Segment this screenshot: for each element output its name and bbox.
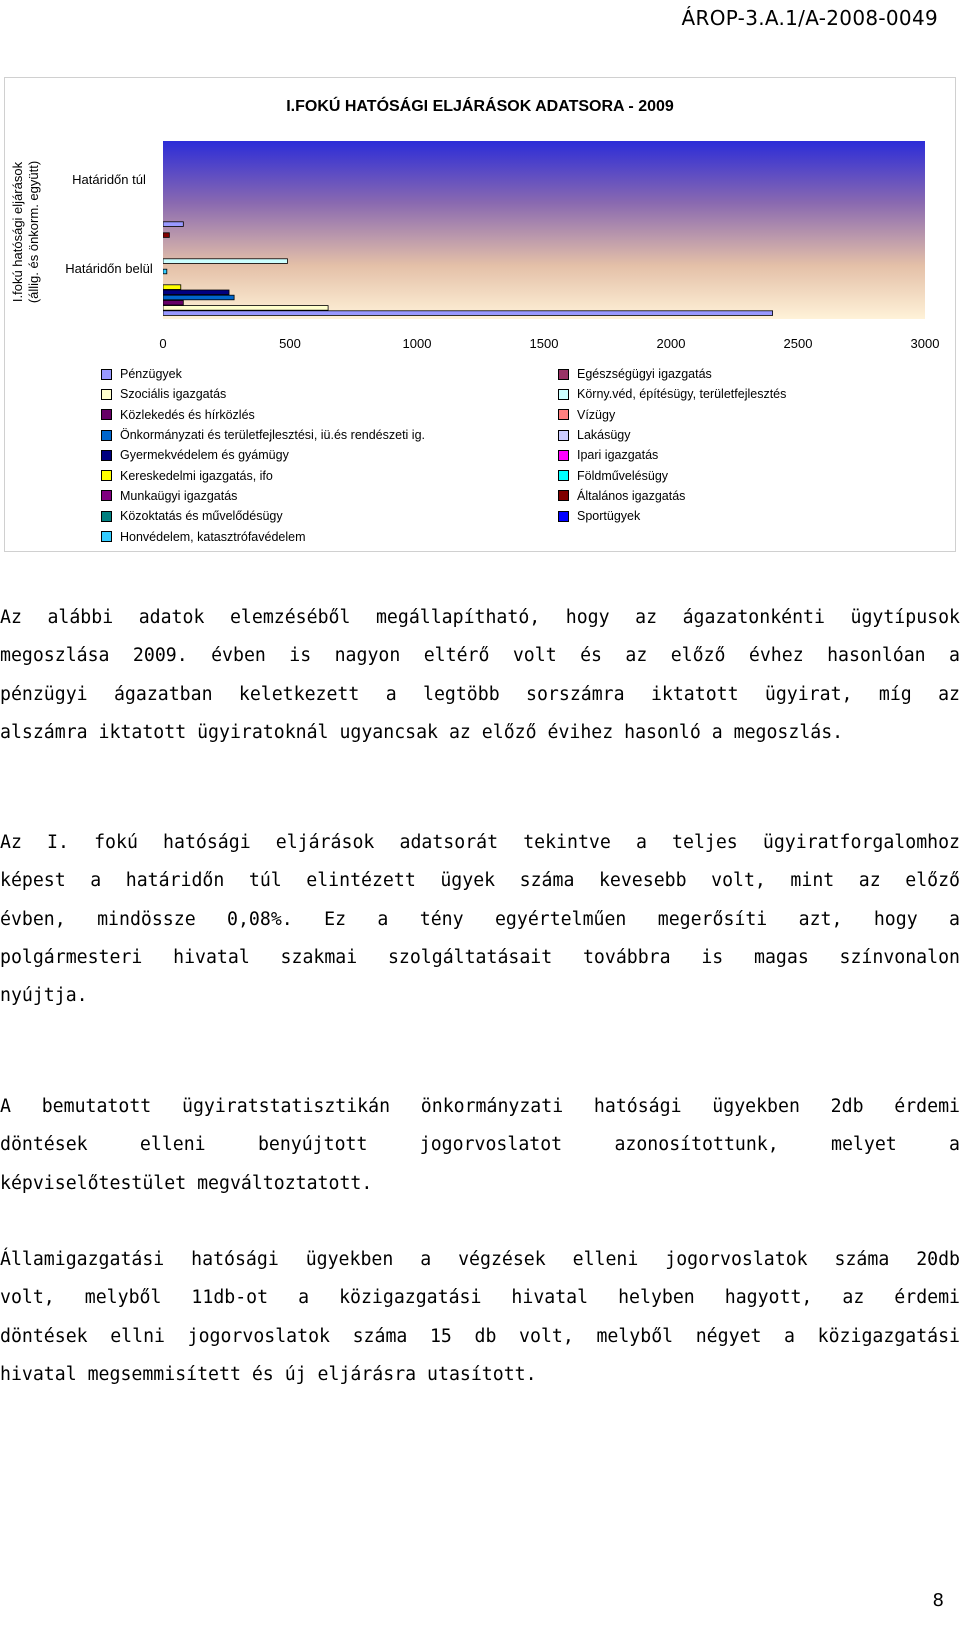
x-tick-label: 500 xyxy=(279,336,301,351)
text-line: döntések ellni jogorvoslatok száma 15 db volt, melyből négyet a közigazgatási xyxy=(0,1325,960,1347)
legend-item xyxy=(101,425,425,445)
legend-item xyxy=(558,384,786,404)
x-tick-label: 0 xyxy=(159,336,167,351)
legend-item xyxy=(558,364,786,384)
legend-swatch xyxy=(101,450,112,461)
legend-label: Közoktatás és művelődésügy xyxy=(120,509,283,524)
text-line: volt, melyből 11db-ot a közigazgatási hivatal helyben hagyott, az érdemi xyxy=(0,1287,960,1309)
plot-background xyxy=(163,141,925,319)
legend-swatch xyxy=(101,511,112,522)
legend-label: Önkormányzati és területfejlesztési, iü.és rendészeti ig. xyxy=(120,428,425,443)
bar-1-0 xyxy=(163,311,773,316)
x-axis-ticks xyxy=(0,336,960,356)
text-line: megoszlása 2009. évben is nagyon eltérő volt és az előző évhez hasonlóan a xyxy=(0,645,960,667)
y-axis-title-box xyxy=(10,152,52,312)
legend-item xyxy=(101,364,425,384)
legend-swatch xyxy=(101,430,112,441)
legend-left xyxy=(101,364,425,547)
legend-swatch xyxy=(101,490,112,501)
bar-1-8 xyxy=(163,269,167,274)
text-line: A bemutatott ügyiratstatisztikán önkormányzati hatósági ügyekben 2db érdemi xyxy=(0,1096,960,1117)
legend-label: Közlekedés és hírközlés xyxy=(120,407,255,422)
paragraph-3 xyxy=(0,1088,960,1203)
text-line: képest a határidőn túl elintézett ügyek száma kevesebb volt, mint az előző xyxy=(0,870,960,892)
paragraph-1 xyxy=(0,599,960,752)
x-tick-label: 1500 xyxy=(529,336,559,351)
bar-1-3 xyxy=(163,295,234,300)
legend-label: Vízügy xyxy=(577,407,616,422)
legend-item xyxy=(101,526,425,546)
paragraph-4 xyxy=(0,1241,960,1394)
chart-plot-area xyxy=(163,141,925,319)
x-tick-label: 1000 xyxy=(402,336,432,351)
bar-1-15 xyxy=(163,233,169,238)
x-tick-label: 2500 xyxy=(783,336,813,351)
text-line: Az I. fokú hatósági eljárások adatsorát tekintve a teljes ügyiratforgalomhoz xyxy=(0,832,960,853)
legend-swatch xyxy=(558,511,569,522)
legend-item xyxy=(101,405,425,425)
legend-swatch xyxy=(101,531,112,542)
text-line: évben, mindössze 0,08%. Ez a tény egyértelműen megerősíti azt, hogy a xyxy=(0,908,960,930)
legend-label: Gyermekvédelem és gyámügy xyxy=(120,448,289,463)
legend-item xyxy=(558,405,786,425)
legend-label: Ipari igazgatás xyxy=(577,448,659,463)
legend-label: Egészségügyi igazgatás xyxy=(577,367,712,382)
legend-label: Szociális igazgatás xyxy=(120,387,227,402)
legend-label: Általános igazgatás xyxy=(577,488,686,503)
legend-item xyxy=(101,384,425,404)
bar-1-1 xyxy=(163,306,328,311)
legend-label: Pénzügyek xyxy=(120,367,182,382)
bar-1-4 xyxy=(163,290,229,295)
legend-item xyxy=(558,445,786,465)
text-line: polgármesteri hivatal szakmai szolgáltatásait továbbra is magas színvonalon xyxy=(0,946,960,968)
legend-item xyxy=(558,465,786,485)
legend-swatch xyxy=(101,470,112,481)
legend-label: Honvédelem, katasztrófavédelem xyxy=(120,529,306,544)
text-line: nyújtja. xyxy=(0,985,88,1007)
legend-swatch xyxy=(558,430,569,441)
legend-label: Földművelésügy xyxy=(577,468,669,483)
legend-swatch xyxy=(558,450,569,461)
legend-swatch xyxy=(558,490,569,501)
text-line: Államigazgatási hatósági ügyekben a végzések elleni jogorvoslatok száma 20db xyxy=(0,1249,960,1270)
legend-swatch xyxy=(558,389,569,400)
x-tick-label: 2000 xyxy=(656,336,686,351)
legend-swatch xyxy=(101,369,112,380)
legend-label: Munkaügyi igazgatás xyxy=(120,488,238,503)
bar-1-5 xyxy=(163,285,181,290)
category-label-late: Határidőn túl xyxy=(72,172,146,187)
text-line: döntések elleni benyújtott jogorvoslatot azonosítottunk, melyet a xyxy=(0,1134,960,1156)
legend-label: Körny.véd, építésügy, területfejlesztés xyxy=(577,387,787,402)
legend-right xyxy=(558,364,786,526)
legend-label: Sportügyek xyxy=(577,509,641,524)
chart-title: I.FOKÚ HATÓSÁGI ELJÁRÁSOK ADATSORA - 2009 xyxy=(286,98,674,115)
document-code: ÁROP-3.A.1/A-2008-0049 xyxy=(681,6,938,30)
legend-item xyxy=(558,486,786,506)
text-line: Az alábbi adatok elemzéséből megállapítható, hogy az ágazatonkénti ügytípusok xyxy=(0,607,960,628)
bar-1-2 xyxy=(163,300,183,305)
paragraph-2 xyxy=(0,824,960,1015)
text-line: hivatal megsemmisített és új eljárásra utasított. xyxy=(0,1363,537,1385)
category-label-on-time: Határidőn belül xyxy=(65,261,153,276)
legend-swatch xyxy=(101,409,112,420)
text-line: képviselőtestület megváltoztatott. xyxy=(0,1172,373,1194)
legend-swatch xyxy=(558,369,569,380)
text-line: pénzügyi ágazatban keletkezett a legtöbb sorszámra iktatott ügyirat, míg az xyxy=(0,683,960,705)
legend-item xyxy=(101,445,425,465)
legend-swatch xyxy=(558,409,569,420)
legend-item xyxy=(558,425,786,445)
legend-swatch xyxy=(558,470,569,481)
text-line: alszámra iktatott ügyiratoknál ugyancsak az előző évihez hasonló a megoszlás. xyxy=(0,721,844,743)
y-axis-title: I.fokú hatósági eljárások (állig. és önkorm. együtt) xyxy=(10,160,41,304)
bar-1-10 xyxy=(163,259,287,264)
legend-item xyxy=(101,486,425,506)
legend-item xyxy=(101,465,425,485)
legend-swatch xyxy=(101,389,112,400)
legend-item xyxy=(101,506,425,526)
legend-label: Kereskedelmi igazgatás, ifo xyxy=(120,468,273,483)
legend-label: Lakásügy xyxy=(577,428,631,443)
page-number: 8 xyxy=(932,1590,944,1611)
x-tick-label: 3000 xyxy=(910,336,940,351)
bar-0-0 xyxy=(163,222,183,227)
legend-item xyxy=(558,506,786,526)
